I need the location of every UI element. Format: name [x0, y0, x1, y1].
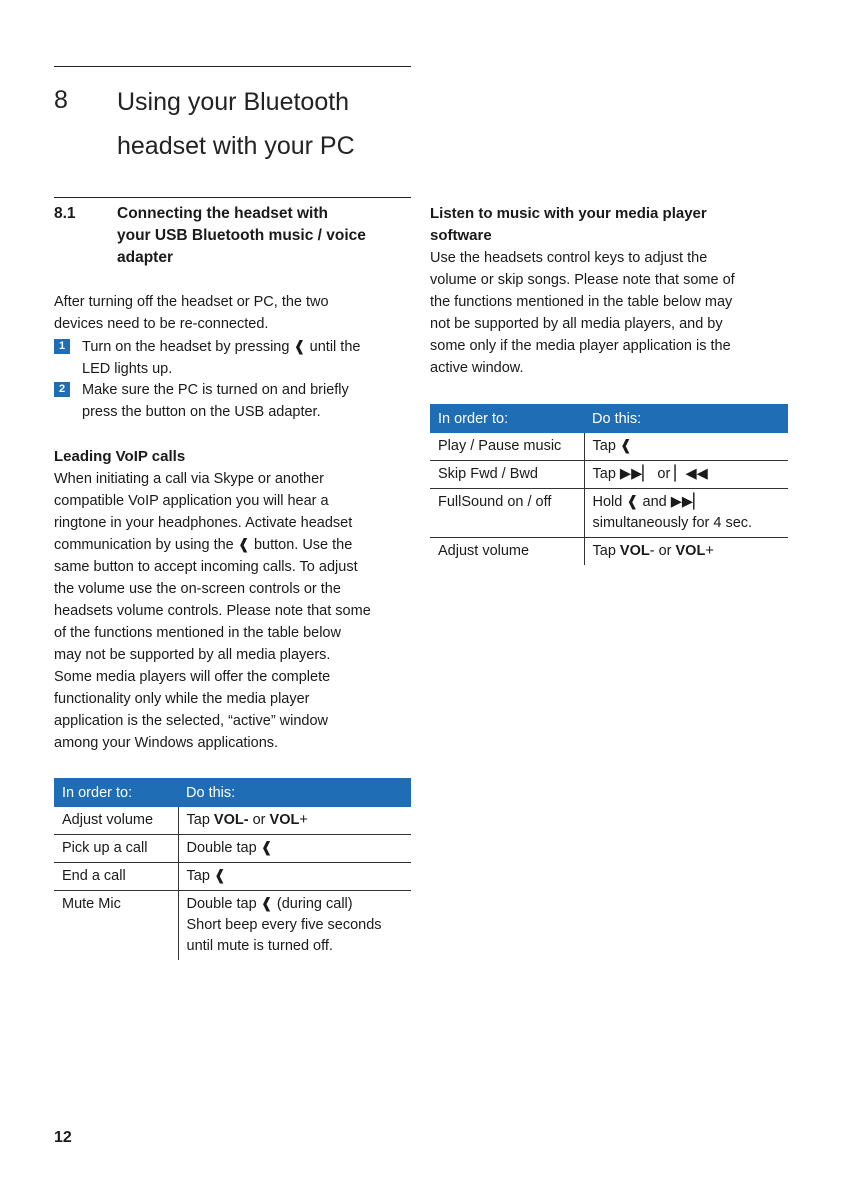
table-header-col1: In order to: — [430, 404, 584, 433]
skip-back-icon: ▏◀◀ — [674, 466, 708, 482]
voip-line-1: compatible VoIP application you will hear a — [54, 493, 329, 509]
voip-line-10: Some media players will offer the complete — [54, 669, 331, 685]
voip-line-5: same button to accept incoming calls. To adjust — [54, 559, 358, 575]
chapter-title — [117, 80, 355, 168]
skip-forward-icon: ▶▶▏ — [670, 494, 705, 510]
table-header-col2: Do this: — [178, 778, 411, 807]
minus-or-text: - or — [649, 543, 672, 559]
music-line-4: some only if the media player application is the — [430, 338, 731, 354]
table-row — [54, 863, 411, 891]
table-cell-action: Play / Pause music — [430, 433, 584, 461]
voip-line-3a: communication by using the — [54, 537, 234, 553]
or-text: or — [657, 466, 671, 482]
table-row — [54, 807, 411, 835]
chapter-title-line1: Using your Bluetooth — [117, 88, 350, 116]
phone-handset-icon: ❰ — [260, 896, 273, 912]
double-tap-text: Double tap — [186, 840, 257, 856]
voip-line-3 — [54, 534, 416, 556]
table-row — [54, 835, 411, 863]
phone-handset-icon: ❰ — [260, 840, 273, 856]
phone-handset-icon: ❰ — [293, 339, 306, 355]
step-2-line1: Make sure the PC is turned on and briefly — [82, 382, 349, 398]
music-line-2: the functions mentioned in the table below may — [430, 294, 733, 310]
voip-line-9: may not be supported by all media players. — [54, 647, 331, 663]
voip-controls-table — [54, 778, 411, 960]
step-2 — [54, 379, 414, 423]
step-1-badge: 1 — [54, 339, 70, 354]
tap-text: Tap — [186, 868, 210, 884]
tap-text: Tap — [592, 438, 616, 454]
phone-handset-icon: ❰ — [213, 868, 227, 884]
section-title-line1: Connecting the headset with — [117, 205, 328, 222]
step-1-text-b: until the — [309, 339, 361, 355]
chapter-top-rule — [54, 66, 411, 67]
vol-plus-label: VOL — [675, 543, 706, 559]
vol-minus-label: VOL- — [213, 812, 249, 828]
table-header-col1: In order to: — [54, 778, 178, 807]
intro-paragraph — [54, 291, 414, 335]
table-cell-do — [178, 807, 411, 835]
table-cell-do — [584, 433, 788, 461]
and-text: and — [642, 494, 667, 510]
plus-text: + — [705, 543, 714, 559]
tap-text: Tap — [592, 466, 616, 482]
mute-off-text: until mute is turned off. — [186, 938, 333, 954]
step-2-text — [82, 379, 412, 423]
table-row — [430, 538, 788, 566]
table-cell-action: Mute Mic — [62, 896, 121, 912]
voip-line-2: ringtone in your headphones. Activate headset — [54, 515, 353, 531]
tap-text: Tap — [592, 543, 616, 559]
intro-line2: devices need to be re-connected. — [54, 316, 269, 332]
or-text: or — [252, 812, 266, 828]
voip-line-6: the volume use the on-screen controls or the — [54, 581, 341, 597]
table-cell-do — [584, 461, 788, 489]
phone-handset-icon: ❰ — [237, 537, 250, 553]
chapter-title-line2: headset with your PC — [117, 132, 355, 160]
during-call-text: (during call) — [276, 896, 353, 912]
voip-line-3b: button. Use the — [253, 537, 353, 553]
step-1 — [54, 336, 414, 380]
intro-line1: After turning off the headset or PC, the two — [54, 294, 329, 310]
plus-text: + — [299, 812, 308, 828]
music-line-3: not be supported by all media players, and by — [430, 316, 723, 332]
voip-line-12: application is the selected, “active” window — [54, 713, 329, 729]
music-line-1: volume or skip songs. Please note that some of — [430, 272, 735, 288]
table-header-row — [54, 778, 411, 807]
beep-text: Short beep every five seconds — [186, 917, 382, 933]
voip-heading: Leading VoIP calls — [54, 448, 186, 465]
music-section — [430, 203, 790, 379]
step-2-badge: 2 — [54, 382, 70, 397]
table-row — [430, 489, 788, 538]
simultaneously-text: simultaneously for 4 sec. — [592, 515, 753, 531]
table-cell-do — [178, 835, 411, 863]
voip-section — [54, 446, 416, 754]
phone-handset-icon: ❰ — [619, 438, 633, 454]
table-cell-do — [178, 891, 411, 961]
phone-handset-icon: ❰ — [626, 494, 639, 510]
table-header-col2: Do this: — [584, 404, 788, 433]
table-cell-action: Adjust volume — [438, 543, 530, 559]
step-2-line2: press the button on the USB adapter. — [82, 404, 321, 420]
table-row — [430, 433, 788, 461]
table-cell-do — [584, 489, 788, 538]
table-cell-action: FullSound on / off — [430, 489, 584, 538]
music-heading-line2: software — [430, 227, 492, 244]
voip-line-7: headsets volume controls. Please note that some — [54, 603, 371, 619]
voip-line-0: When initiating a call via Skype or another — [54, 471, 325, 487]
music-heading-line1: Listen to music with your media player — [430, 205, 707, 222]
step-1-text-a: Turn on the headset by pressing — [82, 339, 290, 355]
section-title — [117, 203, 366, 269]
double-tap-text: Double tap — [186, 896, 257, 912]
chapter-number: 8 — [54, 86, 68, 114]
section-top-rule — [54, 197, 411, 198]
section-title-line2: your USB Bluetooth music / voice — [117, 227, 366, 244]
table-cell-action: Skip Fwd / Bwd — [430, 461, 584, 489]
table-row — [54, 891, 411, 961]
media-controls-table — [430, 404, 788, 565]
page-number: 12 — [54, 1129, 72, 1146]
section-title-line3: adapter — [117, 249, 173, 266]
voip-line-13: among your Windows applications. — [54, 735, 279, 751]
table-cell-action: Adjust volume — [54, 807, 178, 835]
vol-plus-label: VOL — [269, 812, 300, 828]
voip-line-11: functionality only while the media player — [54, 691, 310, 707]
step-1-line2: LED lights up. — [82, 361, 173, 377]
table-cell-do — [178, 863, 411, 891]
table-row — [430, 461, 788, 489]
table-header-row — [430, 404, 788, 433]
music-line-0: Use the headsets control keys to adjust the — [430, 250, 708, 266]
vol-minus-label: VOL — [619, 543, 650, 559]
step-1-text — [82, 336, 412, 380]
skip-forward-icon: ▶▶▏ — [619, 466, 654, 482]
table-cell-action: Pick up a call — [54, 835, 178, 863]
hold-text: Hold — [592, 494, 623, 510]
table-cell-action: End a call — [54, 863, 178, 891]
section-number: 8.1 — [54, 205, 76, 222]
tap-text: Tap — [186, 812, 210, 828]
music-line-5: active window. — [430, 360, 524, 376]
table-cell-do — [584, 538, 788, 566]
voip-line-8: of the functions mentioned in the table below — [54, 625, 341, 641]
